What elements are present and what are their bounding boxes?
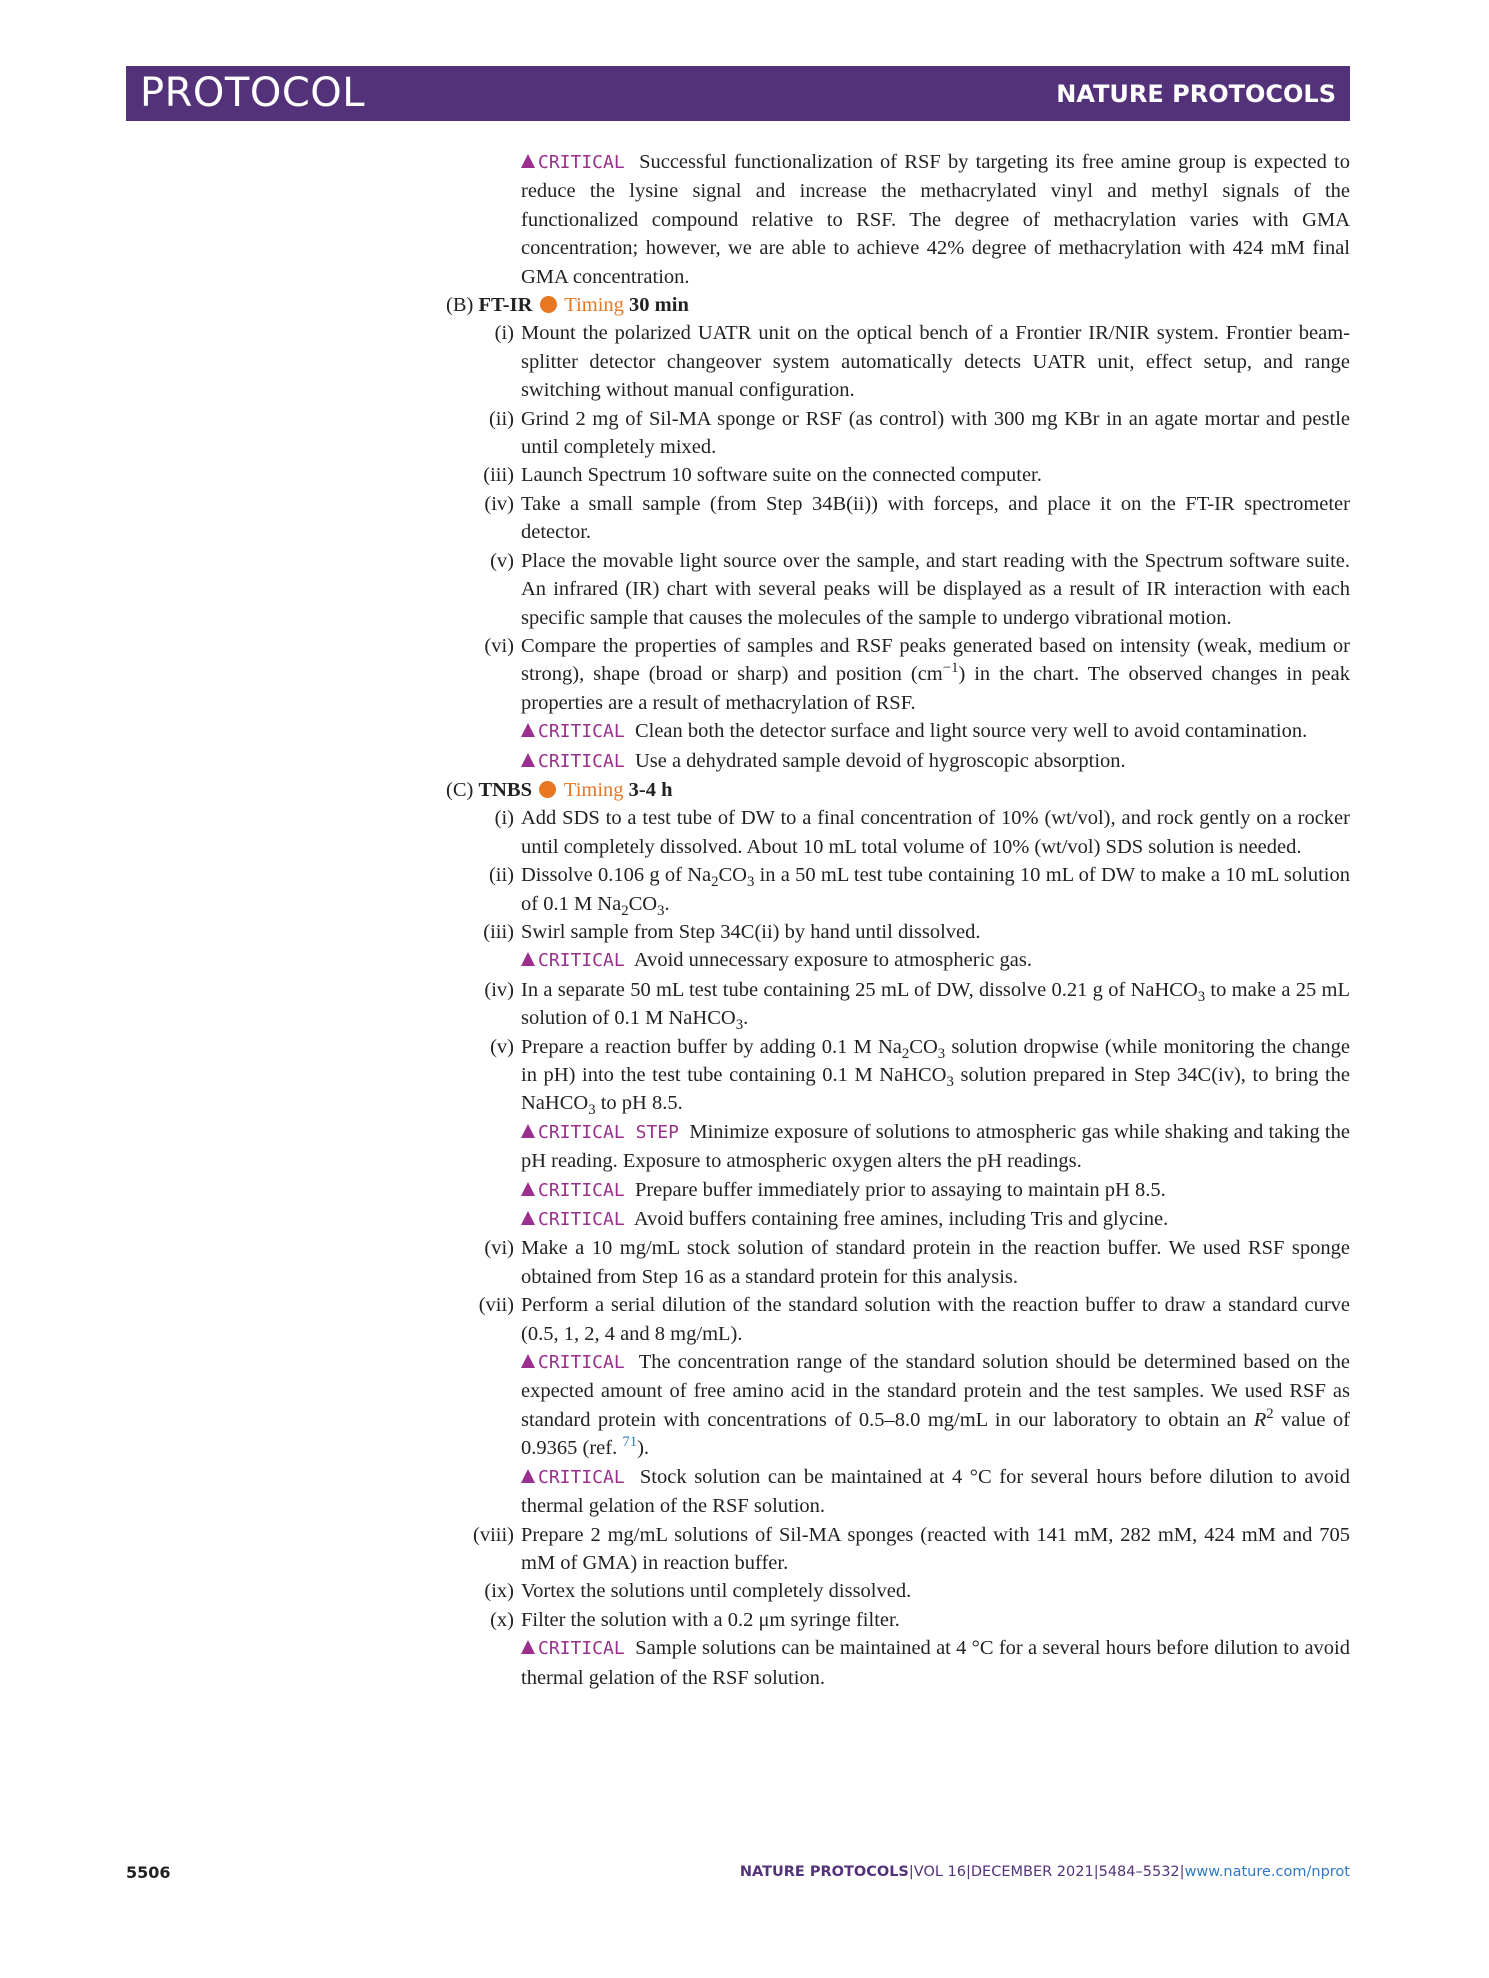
page-number: 5506 — [126, 1863, 171, 1882]
step-c-iv: (iv) In a separate 50 mL test tube containing 25 mL of DW, dissolve 0.21 g of NaHCO$_3$ to make a 25 mL solution of 0.1 M NaHCO$_3$. — [484, 978, 1351, 1034]
step-b-i: (i) Mount the polarized UATR unit on the optical bench of a Frontier IR/NIR system. Frontier beam-splitter detector changeover system automatically detects UATR unit, effect setup, and range switching without manual configuration. — [494, 322, 1350, 402]
warning-triangle-icon — [521, 723, 535, 737]
warning-triangle-icon — [521, 1640, 535, 1654]
critical-note: CRITICAL Sample solutions can be maintained at 4 °C for a several hours before dilution to avoid thermal gelation of the RSF solution. — [521, 1637, 1350, 1689]
critical-label: CRITICAL — [538, 152, 625, 173]
section-heading-c: (C) TNBS Timing 3-4 h — [446, 778, 673, 801]
step-b-vi: (vi) Compare the properties of samples and RSF peaks generated based on intensity (weak, medium or strong), shape (broad or sharp) and position $(cm^{-1})$ in the chart. The observed changes in peak properties are a result of methacrylation of RSF. — [484, 634, 1350, 714]
critical-note: CRITICAL Use a dehydrated sample devoid of hygroscopic absorption. — [521, 747, 1350, 776]
step-c-i: (i) Add SDS to a test tube of DW to a final concentration of 10% (wt/vol), and rock gently on a rocker until completely dissolved. About 10 mL total volume of 10% (wt/vol) SDS solution is needed. — [494, 807, 1350, 858]
warning-triangle-icon — [521, 1469, 535, 1483]
step-c-ii: (ii) Dissolve 0.106 g of $Na_2CO_3$ in a 50 mL test tube containing 10 mL of DW to make a 10 mL solution of 0.1 M $Na_2CO_3$. — [488, 864, 1350, 919]
critical-note: CRITICAL Clean both the detector surface and light source very well to avoid contamination. — [521, 717, 1350, 746]
warning-triangle-icon — [521, 1211, 535, 1225]
step-c-ix: (ix) Vortex the solutions until completely dissolved. — [484, 1580, 912, 1603]
step-c-v: (v) Prepare a reaction buffer by adding 0.1 M $Na_2CO_3$ solution dropwise (while monitoring the change in pH) into the test tube containing 0.1 M NaHCO$_3$ solution prepared in Step 34C(iv), to bring the NaHCO$_3$ to pH 8.5. — [490, 1035, 1350, 1119]
protocol-body — [430, 148, 1350, 1692]
section-label: PROTOCOL — [140, 70, 366, 116]
footer-citation: NATURE PROTOCOLS|VOL 16|DECEMBER 2021|5484–5532|www.nature.com/nprot — [739, 1864, 1350, 1880]
journal-url-link[interactable]: www.nature.com/nprot — [1184, 1864, 1350, 1880]
warning-triangle-icon — [521, 1124, 535, 1138]
timing-dot-icon — [539, 781, 556, 798]
step-b-ii: (ii) Grind 2 mg of Sil-MA sponge or RSF (as control) with 300 mg KBr in an agate mortar and pestle until completely mixed. — [488, 407, 1350, 459]
warning-triangle-icon — [521, 1354, 535, 1368]
header-banner — [126, 66, 1350, 121]
warning-triangle-icon — [521, 1182, 535, 1196]
step-b-iv: (iv) Take a small sample (from Step 34B(ii)) with forceps, and place it on the FT-IR spectrometer detector. — [484, 492, 1350, 544]
step-b-v: (v) Place the movable light source over the sample, and start reading with the Spectrum software suite. An infrared (IR) chart with several peaks will be displayed as a result of IR interaction with each specific sample that causes the molecules of the sample to undergo vibrational motion. — [490, 549, 1350, 629]
critical-note: CRITICAL Successful functionalization of RSF by targeting its free amine group is expected to reduce the lysine signal and increase the methacrylated vinyl and methyl signals of the functionalized compound relative to RSF. The degree of methacrylation varies with GMA concentration; however, we are able to achieve 42% degree of methacrylation with 424 mM final GMA concentration. — [521, 151, 1350, 288]
reference-link[interactable]: 71 — [622, 1434, 638, 1451]
critical-note: CRITICAL Stock solution can be maintained at 4 °C for several hours before dilution to avoid thermal gelation of the RSF solution. — [521, 1465, 1350, 1518]
step-c-x: (x) Filter the solution with a 0.2 μm syringe filter. — [490, 1608, 900, 1631]
step-c-vi: (vi) Make a 10 mg/mL stock solution of standard protein in the reaction buffer. We used RSF sponge obtained from Step 16 as a standard protein for this analysis. — [484, 1237, 1350, 1288]
section-heading-b: (B) FT-IR Timing 30 min — [446, 294, 689, 317]
critical-note: CRITICAL The concentration range of the standard solution should be determined based on the expected amount of free amino acid in the standard protein and the test samples. We used RSF as standard protein with concentrations of 0.5–8.0 mg/mL in our laboratory to obtain an $R^2$ value of 0.9365 (ref. $^{71}$). — [521, 1351, 1350, 1460]
critical-note: CRITICAL Prepare buffer immediately prior to assaying to maintain pH 8.5. — [521, 1176, 1350, 1205]
critical-note: CRITICAL Avoid unnecessary exposure to atmospheric gas. — [521, 946, 1350, 975]
step-c-iii: (iii) Swirl sample from Step 34C(ii) by hand until dissolved. — [483, 920, 981, 943]
step-b-iii: (iii) Launch Spectrum 10 software suite on the connected computer. — [483, 464, 1042, 487]
warning-triangle-icon — [521, 154, 535, 168]
timing-dot-icon — [540, 296, 557, 313]
warning-triangle-icon — [521, 753, 535, 767]
step-c-viii: (viii) Prepare 2 mg/mL solutions of Sil-MA sponges (reacted with 141 mM, 282 mM, 424 mM and 705 mM of GMA) in reaction buffer. — [473, 1523, 1350, 1574]
step-c-vii: (vii) Perform a serial dilution of the standard solution with the reaction buffer to draw a standard curve (0.5, 1, 2, 4 and 8 mg/mL). — [478, 1294, 1350, 1345]
warning-triangle-icon — [521, 952, 535, 966]
journal-label: NATURE PROTOCOLS — [1056, 80, 1336, 108]
critical-note: CRITICAL Avoid buffers containing free amines, including Tris and glycine. — [521, 1205, 1350, 1234]
critical-step-note: CRITICAL STEP Minimize exposure of solutions to atmospheric gas while shaking and taking the pH reading. Exposure to atmospheric oxygen alters the pH readings. — [521, 1120, 1350, 1173]
